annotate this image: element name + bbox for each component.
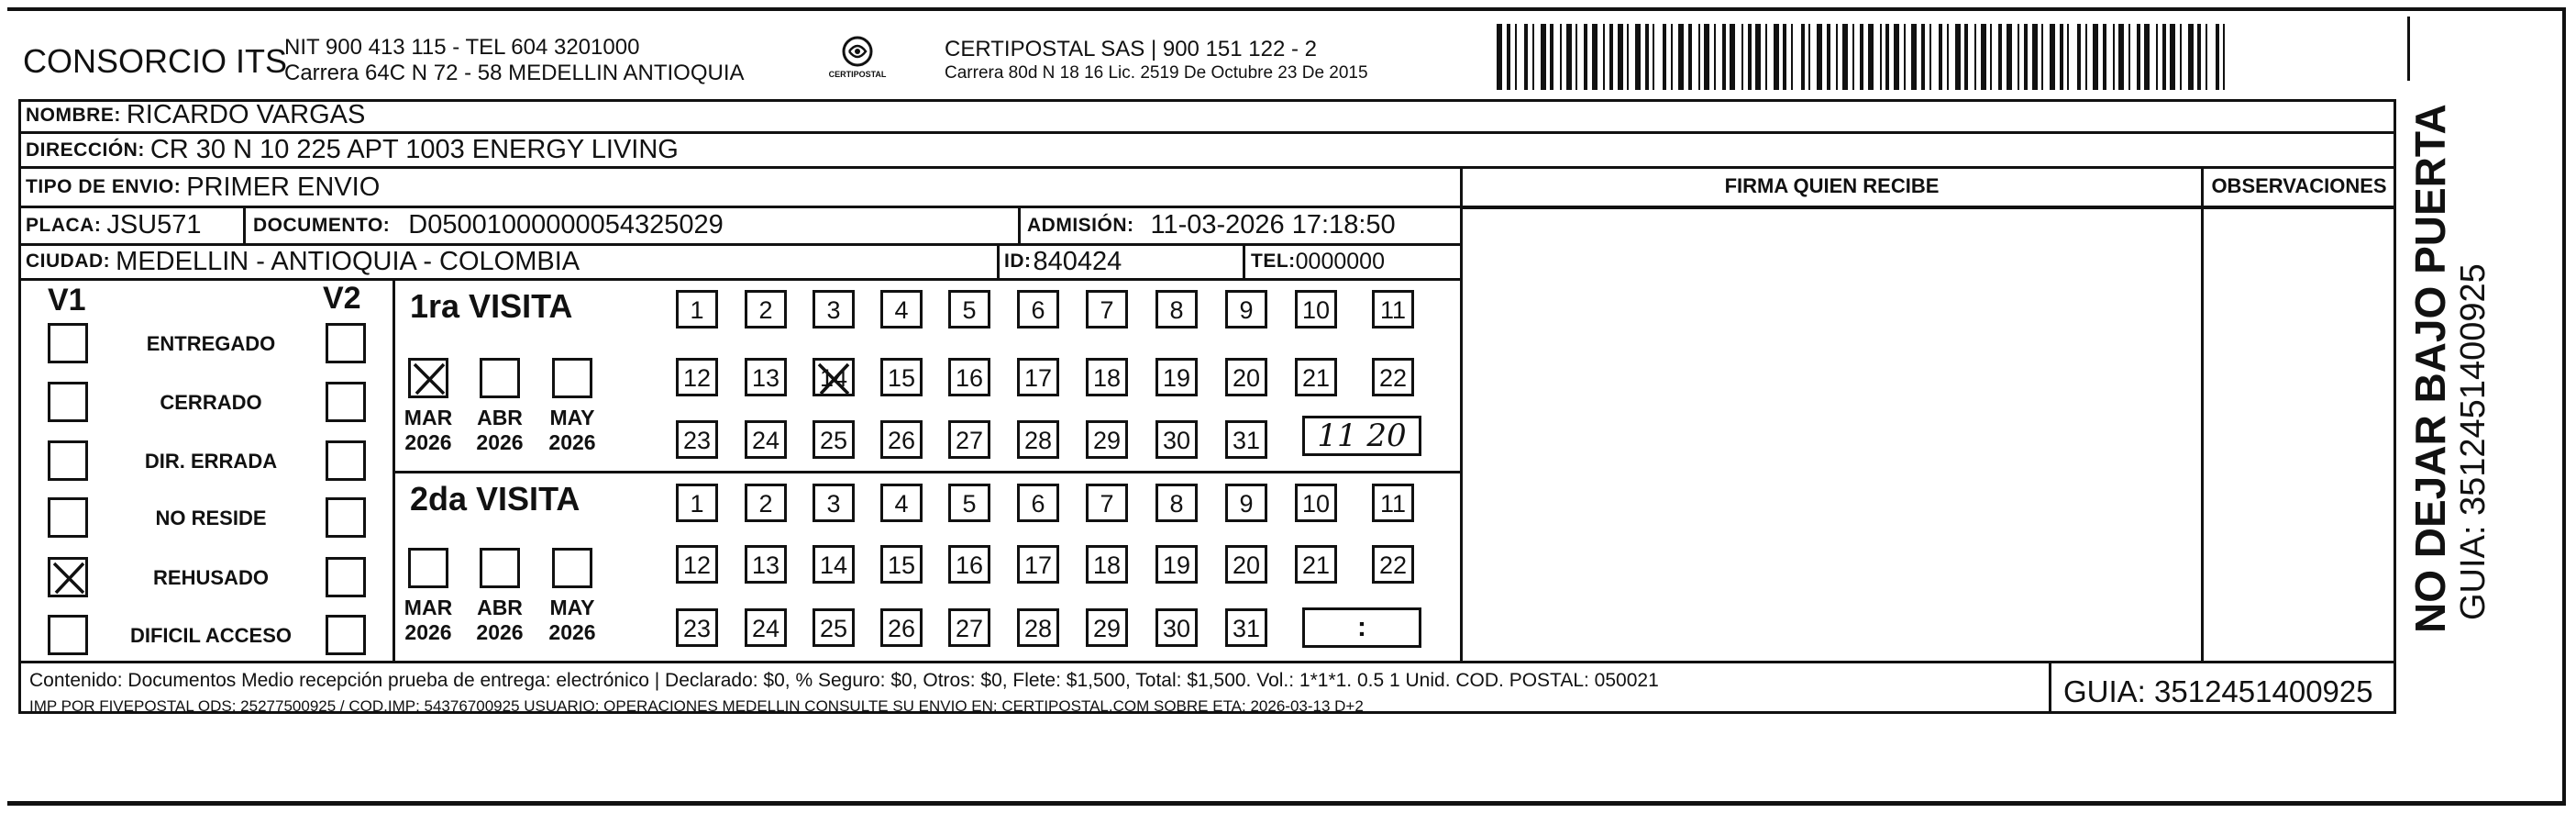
row-line	[18, 278, 1461, 281]
day-box-19[interactable]: 19	[1155, 545, 1198, 584]
id-label: ID:	[1004, 251, 1032, 272]
month-label: ABR 2026	[476, 406, 524, 454]
month-checkbox-abr[interactable]	[480, 548, 520, 588]
day-box-14[interactable]: 14	[813, 358, 855, 396]
day-box-1[interactable]: 1	[676, 290, 718, 329]
col-line	[2049, 661, 2051, 714]
row-line	[18, 166, 2396, 169]
second-visit-title: 2da VISITA	[410, 480, 580, 518]
placa-row	[26, 207, 202, 243]
day-box-4[interactable]: 4	[880, 290, 923, 329]
month-checkbox-may[interactable]	[552, 358, 592, 398]
day-box-9[interactable]: 9	[1225, 290, 1267, 329]
day-box-7[interactable]: 7	[1086, 484, 1128, 522]
v2-checkbox-0[interactable]	[326, 323, 366, 363]
first-visit-time: 11 20	[1317, 418, 1407, 454]
day-box-26[interactable]: 26	[880, 420, 923, 459]
v1-checkbox-4[interactable]	[48, 557, 88, 597]
day-box-9[interactable]: 9	[1225, 484, 1267, 522]
day-box-6[interactable]: 6	[1017, 484, 1059, 522]
col-line	[243, 207, 246, 243]
day-box-2[interactable]: 2	[745, 290, 787, 329]
v1-checkbox-5[interactable]	[48, 615, 88, 655]
month-checkbox-may[interactable]	[552, 548, 592, 588]
col-line	[2201, 169, 2204, 661]
col-line	[1460, 169, 1463, 661]
day-box-10[interactable]: 10	[1295, 290, 1337, 329]
admision-value: 11-03-2026 17:18:50	[1150, 210, 1396, 239]
col-line	[1243, 245, 1245, 278]
day-box-2[interactable]: 2	[745, 484, 787, 522]
documento-row	[253, 207, 724, 243]
day-box-27[interactable]: 27	[948, 420, 990, 459]
logo-text: CERTIPOSTAL	[828, 70, 887, 79]
tipo-label: TIPO DE ENVIO:	[26, 176, 182, 197]
corner-mark	[2407, 17, 2410, 81]
day-box-1[interactable]: 1	[676, 484, 718, 522]
day-box-8[interactable]: 8	[1155, 290, 1198, 329]
day-box-13[interactable]: 13	[745, 545, 787, 584]
day-box-20[interactable]: 20	[1225, 545, 1267, 584]
day-box-4[interactable]: 4	[880, 484, 923, 522]
state-label-1: CERRADO	[160, 391, 262, 414]
state-label-3: NO RESIDE	[155, 507, 267, 529]
nombre-label: NOMBRE:	[26, 104, 121, 126]
v1-checkbox-0[interactable]	[48, 323, 88, 363]
day-box-21[interactable]: 21	[1295, 358, 1337, 396]
placa-value: JSU571	[106, 210, 202, 239]
day-box-24[interactable]: 24	[745, 608, 787, 647]
nombre-row	[26, 99, 365, 131]
day-box-17[interactable]: 17	[1017, 358, 1059, 396]
side-warning	[2407, 104, 2493, 633]
day-box-14[interactable]: 14	[813, 545, 855, 584]
v2-checkbox-2[interactable]	[326, 440, 366, 481]
month-checkbox-abr[interactable]	[480, 358, 520, 398]
day-box-7[interactable]: 7	[1086, 290, 1128, 329]
v2-checkbox-4[interactable]	[326, 557, 366, 597]
day-box-25[interactable]: 25	[813, 420, 855, 459]
side-warning-line2: GUIA: 3512451400925	[2454, 263, 2493, 620]
day-box-15[interactable]: 15	[880, 358, 923, 396]
company-address: Carrera 64C N 72 - 58 MEDELLIN ANTIOQUIA	[284, 61, 745, 85]
month-label: ABR 2026	[476, 596, 524, 644]
day-box-28[interactable]: 28	[1017, 420, 1059, 459]
col-line	[997, 245, 1000, 278]
day-box-26[interactable]: 26	[880, 608, 923, 647]
placa-label: PLACA:	[26, 214, 102, 236]
month-label: MAY 2026	[548, 406, 596, 454]
day-box-3[interactable]: 3	[813, 484, 855, 522]
documento-value: D05001000000054325029	[408, 210, 724, 239]
day-box-18[interactable]: 18	[1086, 358, 1128, 396]
col-line	[392, 280, 395, 661]
side-warning-line1: NO DEJAR BAJO PUERTA	[2406, 104, 2454, 633]
company-name: CONSORCIO ITS	[23, 42, 288, 80]
id-value: 840424	[1033, 246, 1122, 276]
ciudad-row	[26, 245, 580, 278]
first-visit-time-box[interactable]	[1302, 416, 1421, 456]
v1-label: V1	[48, 283, 86, 317]
day-box-21[interactable]: 21	[1295, 545, 1337, 584]
nombre-value: RICARDO VARGAS	[126, 100, 366, 129]
state-label-4: REHUSADO	[153, 566, 269, 589]
courier-name: CERTIPOSTAL SAS | 900 151 122 - 2	[945, 37, 1317, 61]
ciudad-label: CIUDAD:	[26, 251, 111, 272]
day-box-6[interactable]: 6	[1017, 290, 1059, 329]
second-visit-time-box[interactable]	[1302, 607, 1421, 648]
day-box-31[interactable]: 31	[1225, 608, 1267, 647]
direccion-label: DIRECCIÓN:	[26, 139, 145, 161]
day-box-25[interactable]: 25	[813, 608, 855, 647]
day-box-3[interactable]: 3	[813, 290, 855, 329]
v2-checkbox-3[interactable]	[326, 497, 366, 538]
day-box-5[interactable]: 5	[948, 290, 990, 329]
second-visit-time: :	[1357, 612, 1366, 642]
col-line	[1018, 207, 1021, 243]
firma-header: FIRMA QUIEN RECIBE	[1724, 174, 1940, 197]
day-box-16[interactable]: 16	[948, 545, 990, 584]
admision-label: ADMISIÓN:	[1027, 214, 1134, 236]
direccion-row	[26, 134, 679, 166]
month-checkbox-mar[interactable]	[408, 548, 448, 588]
day-box-22[interactable]: 22	[1372, 358, 1414, 396]
documento-label: DOCUMENTO:	[253, 214, 391, 236]
courier-address: Carrera 80d N 18 16 Lic. 2519 De Octubre 23 De 2015	[945, 63, 1368, 83]
observaciones-header: OBSERVACIONES	[2211, 174, 2387, 197]
day-box-15[interactable]: 15	[880, 545, 923, 584]
day-box-11[interactable]: 11	[1372, 290, 1414, 329]
v2-checkbox-5[interactable]	[326, 615, 366, 655]
day-box-29[interactable]: 29	[1086, 608, 1128, 647]
day-box-23[interactable]: 23	[676, 608, 718, 647]
day-box-5[interactable]: 5	[948, 484, 990, 522]
v1-checkbox-3[interactable]	[48, 497, 88, 538]
row-line	[18, 661, 2396, 663]
company-nit: NIT 900 413 115 - TEL 604 3201000	[284, 35, 640, 60]
month-label: MAR 2026	[404, 406, 453, 454]
day-box-23[interactable]: 23	[676, 420, 718, 459]
row-line	[392, 471, 1463, 473]
day-box-11[interactable]: 11	[1372, 484, 1414, 522]
v1-checkbox-1[interactable]	[48, 382, 88, 422]
state-label-5: DIFICIL ACCESO	[129, 624, 292, 647]
month-label: MAY 2026	[548, 596, 596, 644]
day-box-28[interactable]: 28	[1017, 608, 1059, 647]
day-box-18[interactable]: 18	[1086, 545, 1128, 584]
day-box-30[interactable]: 30	[1155, 608, 1198, 647]
day-box-29[interactable]: 29	[1086, 420, 1128, 459]
id-row	[1004, 245, 1122, 278]
day-box-24[interactable]: 24	[745, 420, 787, 459]
month-checkbox-mar[interactable]	[408, 358, 448, 398]
tel-label: TEL:	[1251, 251, 1296, 272]
tipo-value: PRIMER ENVIO	[186, 172, 381, 202]
tipo-row	[26, 170, 380, 205]
state-label-0: ENTREGADO	[146, 332, 276, 355]
row-line	[1463, 206, 2396, 209]
v2-checkbox-1[interactable]	[326, 382, 366, 422]
state-label-2: DIR. ERRADA	[144, 450, 278, 473]
v1-checkbox-2[interactable]	[48, 440, 88, 481]
month-label: MAR 2026	[404, 596, 453, 644]
day-box-20[interactable]: 20	[1225, 358, 1267, 396]
day-box-22[interactable]: 22	[1372, 545, 1414, 584]
footer-guia: GUIA: 3512451400925	[2063, 674, 2373, 708]
day-box-17[interactable]: 17	[1017, 545, 1059, 584]
admision-row	[1027, 207, 1396, 243]
footer-line2: IMP POR FIVEPOSTAL ODS: 25277500925 / COD.IMP: 54376700925 USUARIO: OPERACIONES MEDELLIN CONSULTE SU ENVIO EN: CERTIPOSTAL.COM SOBRE ETA: 2026-03-13 D+2	[29, 697, 1364, 715]
barcode	[1497, 24, 2228, 90]
day-box-13[interactable]: 13	[745, 358, 787, 396]
footer-line1: Contenido: Documentos Medio recepción prueba de entrega: electrónico | Declarado: $0, % Seguro: $0, Otros: $0, Flete: $1,500, Total: $1,500. Vol.: 1*1*1. 0.5 1 Unid. COD. POSTAL: 050021	[29, 670, 1659, 691]
day-box-19[interactable]: 19	[1155, 358, 1198, 396]
ciudad-value: MEDELLIN - ANTIOQUIA - COLOMBIA	[116, 246, 580, 276]
day-box-30[interactable]: 30	[1155, 420, 1198, 459]
tel-value: 0000000	[1295, 248, 1385, 274]
tel-row	[1251, 245, 1385, 278]
day-box-12[interactable]: 12	[676, 358, 718, 396]
direccion-value: CR 30 N 10 225 APT 1003 ENERGY LIVING	[149, 135, 679, 164]
day-box-10[interactable]: 10	[1295, 484, 1337, 522]
day-box-12[interactable]: 12	[676, 545, 718, 584]
v2-label: V2	[323, 281, 361, 316]
day-box-16[interactable]: 16	[948, 358, 990, 396]
day-box-8[interactable]: 8	[1155, 484, 1198, 522]
first-visit-title: 1ra VISITA	[410, 287, 573, 325]
day-box-27[interactable]: 27	[948, 608, 990, 647]
certipostal-logo	[825, 33, 890, 88]
day-box-31[interactable]: 31	[1225, 420, 1267, 459]
